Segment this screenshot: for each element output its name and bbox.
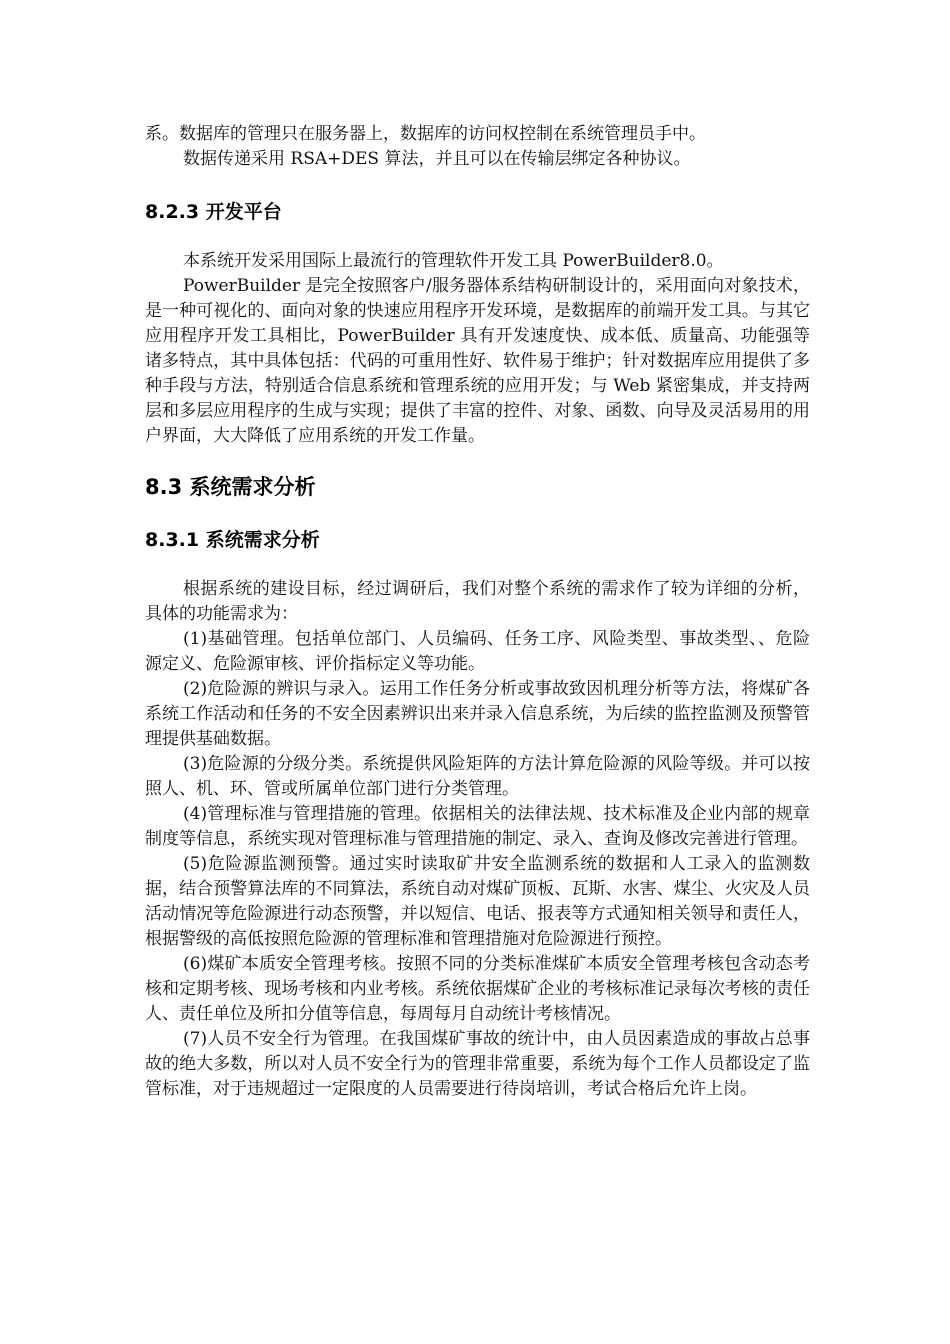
paragraph: 数据传递采用 RSA+DES 算法，并且可以在传输层绑定各种协议。 [183, 149, 691, 169]
paragraph: 本系统开发采用国际上最流行的管理软件开发工具 PowerBuilder8.0。 [183, 251, 724, 271]
section-heading-8-3-1: 8.3.1 系统需求分析 [145, 529, 320, 551]
requirement-item-6: (6)煤矿本质安全管理考核。按照不同的分类标准煤矿本质安全管理考核包含动态考核和定期考核、现场考核和内业考核。系统依据煤矿企业的考核标准记录每次考核的责任人、责任单位及所扣分值等信息，每周每月自动统计考核情况。 [145, 954, 810, 1024]
requirement-item-2: (2)危险源的辨识与录入。运用工作任务分析或事故致因机理分析等方法，将煤矿各系统工作活动和任务的不安全因素辨识出来并录入信息系统，为后续的监控监测及预警管理提供基础数据。 [145, 679, 810, 749]
paragraph: 根据系统的建设目标，经过调研后，我们对整个系统的需求作了较为详细的分析，具体的功能需求为： [145, 579, 810, 624]
paragraph-continuation: 系。数据库的管理只在服务器上，数据库的访问权控制在系统管理员手中。 [145, 124, 706, 144]
requirement-item-5: (5)危险源监测预警。通过实时读取矿井安全监测系统的数据和人工录入的监测数据，结合预警算法库的不同算法，系统自动对煤矿顶板、瓦斯、水害、煤尘、火灾及人员活动情况等危险源进行动态预警，并以短信、电话、报表等方式通知相关领导和责任人，根据警级的高低按照危险源的管理标准和管理措施对危险源进行预控。 [145, 854, 810, 949]
section-heading-8-3: 8.3 系统需求分析 [145, 475, 316, 499]
requirement-item-1: (1)基础管理。包括单位部门、人员编码、任务工序、风险类型、事故类型、、危险源定义、危险源审核、评价指标定义等功能。 [145, 629, 810, 674]
section-heading-8-2-3: 8.2.3 开发平台 [145, 201, 282, 223]
requirement-item-7: (7)人员不安全行为管理。在我国煤矿事故的统计中，由人员因素造成的事故占总事故的绝大多数，所以对人员不安全行为的管理非常重要，系统为每个工作人员都设定了监管标准，对于违规超过一定限度的人员需要进行待岗培训，考试合格后允许上岗。 [145, 1029, 810, 1099]
document-page [145, 122, 810, 1102]
requirement-item-3: (3)危险源的分级分类。系统提供风险矩阵的方法计算危险源的风险等级。并可以按照人、机、环、管或所属单位部门进行分类管理。 [145, 754, 810, 799]
requirement-item-4: (4)管理标准与管理措施的管理。依据相关的法律法规、技术标准及企业内部的规章制度等信息，系统实现对管理标准与管理措施的制定、录入、查询及修改完善进行管理。 [145, 804, 810, 849]
paragraph: PowerBuilder 是完全按照客户/服务器体系结构研制设计的，采用面向对象技术，是一种可视化的、面向对象的快速应用程序开发环境，是数据库的前端开发工具。与其它应用程序开发工具相比，PowerBuilder 具有开发速度快、成本低、质量高、功能强等诸多特点，其中具体包括：代码的可重用性好、软件易于维护；针对数据库应用提供了多种手段与方法，特别适合信息系统和管理系统的应用开发；与 Web 紧密集成，并支持两层和多层应用程序的生成与实现；提供了丰富的控件、对象、函数、向导及灵活易用的用户界面，大大降低了应用系统的开发工作量。 [145, 276, 810, 446]
